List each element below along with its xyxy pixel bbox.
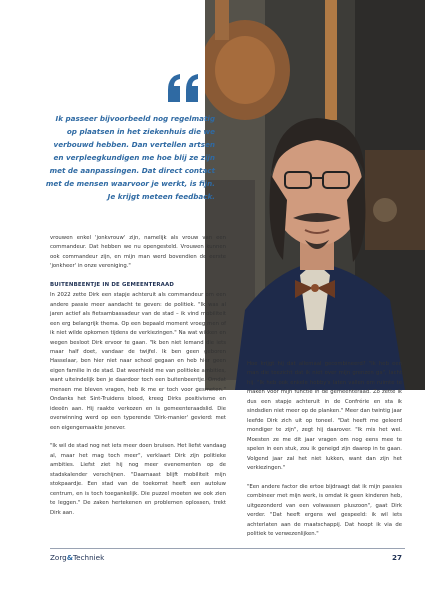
article-paragraph: Hoe krijgt hij dat allemaal gecombineerd? "Ik heb een man die toezicht dat ik niet over mijn grenzen ga", lacht hij. "Ik heb ook enkele hobby's laten vallen om ruimte te maken voor mijn functie in de gemeenteraad. Zo zette ik dus een stapje achteruit in de Confrérie en sta ik sindsdien niet meer op de planken." Meer dan twintig jaar leefde Dirk zich uit op toneel. "Dat heeft me geleerd mondiger te zijn", zegt hij daarover. "Ik mis het wel. Moesten ze me dit jaar vragen om nog eens mee te spelen in een stuk, zou ik geneigd zijn daarop in te gaan. Volgend jaar zal het niet lukken, want dan zijn het verkiezingen." — [247, 361, 402, 471]
article-subheading: BUITENBEENTJE IN DE GEMEENTERAAD — [50, 281, 175, 288]
magazine-brand — [50, 553, 104, 562]
page-number: 27 — [391, 553, 402, 562]
article-paragraph: vrouwen enkel 'jonkvrouw' zijn, namelijk als vrouw van een commandeur. Dat hebben we nu opengesteld. Vrouwen kunnen ook commandeur zijn, en mijn man werd bovendien de eerste 'jonkheer' in onze vereniging." — [50, 235, 226, 270]
article-paragraph: In 2022 zette Dirk een stapje achteruit als commandeur om een andere passie meer aandacht te geven: de politiek. "Ik was al jaren actief als fietsambassadeur van de stad – ik vind mobiliteit een erg belangrijk thema. Op een bepaald moment vroeg men of ik niet wilde opkomen tijdens de verkiezingen." Na wat wikken en wegen besloot Dirk ervoor te gaan. "Ik ben niet lemand die iets maar half doet, vandaar de twijfel. Ik ben geen geboren Hasselaar, ben hier niet naar school gegaan en heb hier geen eigen familie in de stad. Dat weerhield me van politieke ambities, want uiteindelijk ben je daardoor toch een buitenbeentje. Omdat mensen me bleven vragen, heb ik me er toch voor gesmeten." Ondanks het Sint-Truidens bloed, kreeg Dirks positivisme en ideeën aan. Hij raakte verkozen en is gemeenteraadslid. Die overwinning werd op een typerende 'Dirk-manier' gevierd: met een eigengemaakte jenever. — [50, 292, 226, 431]
article-paragraph: "Ik wil de stad nog net iets meer doen bruisen. Het liefst vandaag al, maar het mag toch meer", verklaart Dirk zijn politieke ambities. Liefst ziet hij nog meer evenementen op de stadskalender verschijnen. "Daarnaast blijft mobiliteit mijn stokpaardje. Een stad van de toekomst heeft een autoluw centrum, en is toch toegankelijk. Die puzzel moeten we ook zien te leggen." De zaken hertekenen en problemen oplossen, trekt Dirk aan. — [50, 443, 226, 516]
footer-rule — [50, 548, 405, 549]
article-paragraph: "Een andere factor die ertoe bijdraagt dat ik mijn passies combineer met mijn werk, is omdat ik geen kinderen heb, uitgezonderd van een volwassen pluszoon", gaat Dirk verder. "Dat heeft ergens wel gespeeld: ik wil iets achterlaten aan de maatschappij. Dat hoopt ik via de politiek te verwezenlijken." — [247, 483, 402, 538]
article-column-right — [247, 360, 402, 540]
portrait-photo — [205, 0, 425, 390]
brand-part: Zorg — [50, 553, 67, 562]
portrait-illustration — [205, 0, 425, 390]
quote-icon — [164, 70, 204, 106]
article-column-left — [50, 234, 226, 518]
brand-ampersand: & — [66, 553, 73, 562]
brand-part: Techniek — [73, 553, 105, 562]
pull-quote: Ik passeer bijvoorbeeld nog regelmatig op plaatsen in het ziekenhuis die we verbouwd hebben. Dan vertellen artsen en verpleegkundigen me hoe blij ze zijn met de aanpassingen. Dat direct contact met de mensen waarvoor je werkt, is fijn. Je krijgt meteen feedback. — [45, 114, 215, 201]
